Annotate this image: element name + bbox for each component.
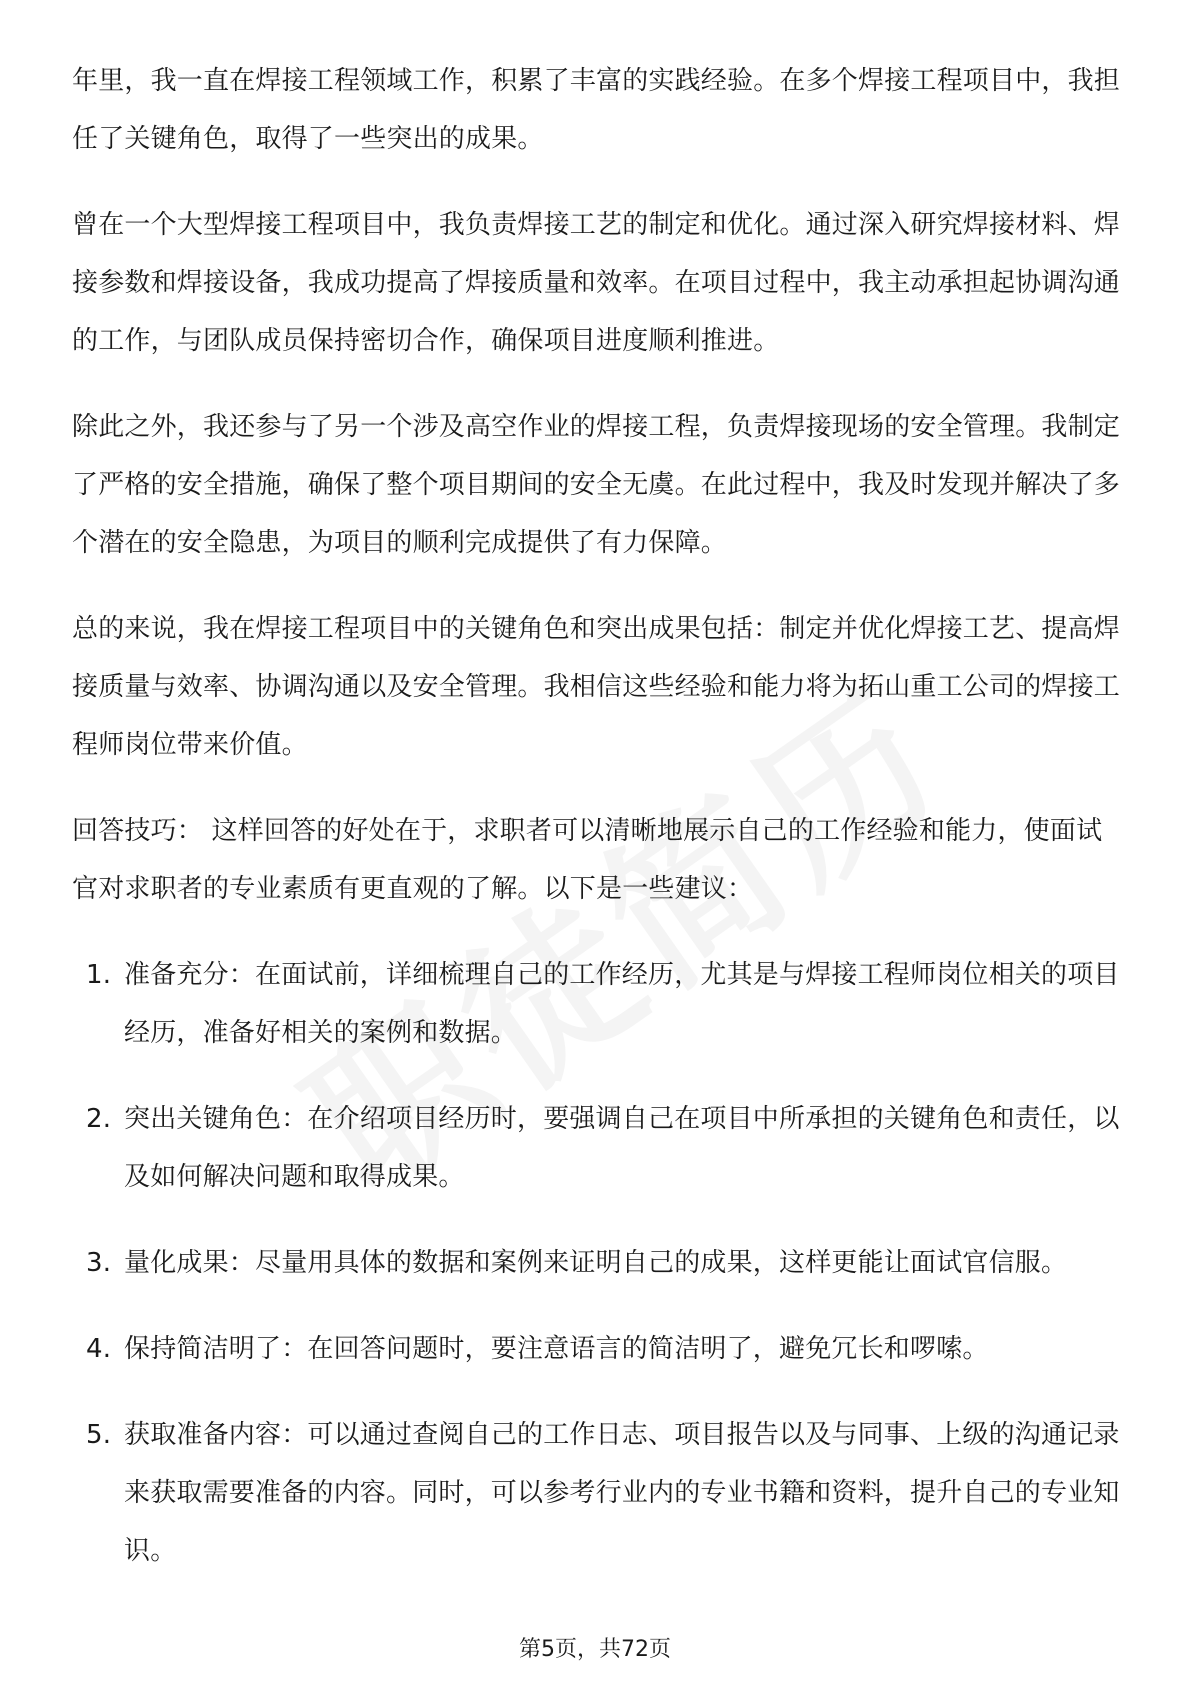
paragraph-safety-management: 除此之外，我还参与了另一个涉及高空作业的焊接工程，负责焊接现场的安全管理。我制定了严格的安全措施，确保了整个项目期间的安全无虞。在此过程中，我及时发现并解决了多个潜在的安全隐患，为项目的顺利完成提供了有力保障。 <box>72 412 1121 558</box>
list-item <box>72 1234 1122 1292</box>
page-number-footer: 第5页，共72页 <box>519 1637 671 1662</box>
tips-list <box>72 946 1122 1580</box>
list-item <box>72 1320 1122 1378</box>
list-item-number: 4. <box>86 1334 112 1364</box>
paragraph-answer-tips: 回答技巧： 这样回答的好处在于，求职者可以清晰地展示自己的工作经验和能力，使面试官对求职者的专业素质有更直观的了解。以下是一些建议： <box>72 816 1103 904</box>
list-item <box>72 946 1122 1062</box>
list-item <box>72 1406 1122 1580</box>
list-item-number: 5. <box>86 1420 112 1450</box>
list-item-text: 保持简洁明了：在回答问题时，要注意语言的简洁明了，避免冗长和啰嗦。 <box>124 1334 989 1364</box>
list-item-text: 获取准备内容：可以通过查阅自己的工作日志、项目报告以及与同事、上级的沟通记录来获取需要准备的内容。同时，可以参考行业内的专业书籍和资料，提升自己的专业知识。 <box>124 1420 1120 1566</box>
paragraph-process-optimization: 曾在一个大型焊接工程项目中，我负责焊接工艺的制定和优化。通过深入研究焊接材料、焊接参数和焊接设备，我成功提高了焊接质量和效率。在项目过程中，我主动承担起协调沟通的工作，与团队成员保持密切合作，确保项目进度顺利推进。 <box>72 210 1121 356</box>
list-item-number: 1. <box>86 960 112 990</box>
paragraph-experience-intro: 年里，我一直在焊接工程领域工作，积累了丰富的实践经验。在多个焊接工程项目中，我担任了关键角色，取得了一些突出的成果。 <box>72 66 1121 154</box>
list-item-text: 量化成果：尽量用具体的数据和案例来证明自己的成果，这样更能让面试官信服。 <box>124 1248 1068 1278</box>
list-item-text: 突出关键角色：在介绍项目经历时，要强调自己在项目中所承担的关键角色和责任，以及如何解决问题和取得成果。 <box>124 1104 1120 1192</box>
list-item-number: 3. <box>86 1248 112 1278</box>
list-item <box>72 1090 1122 1206</box>
list-item-text: 准备充分：在面试前，详细梳理自己的工作经历，尤其是与焊接工程师岗位相关的项目经历，准备好相关的案例和数据。 <box>124 960 1120 1048</box>
paragraph-summary: 总的来说，我在焊接工程项目中的关键角色和突出成果包括：制定并优化焊接工艺、提高焊接质量与效率、协调沟通以及安全管理。我相信这些经验和能力将为拓山重工公司的焊接工程师岗位带来价值。 <box>72 614 1121 760</box>
list-item-number: 2. <box>86 1104 112 1134</box>
page-content <box>72 52 1122 1608</box>
